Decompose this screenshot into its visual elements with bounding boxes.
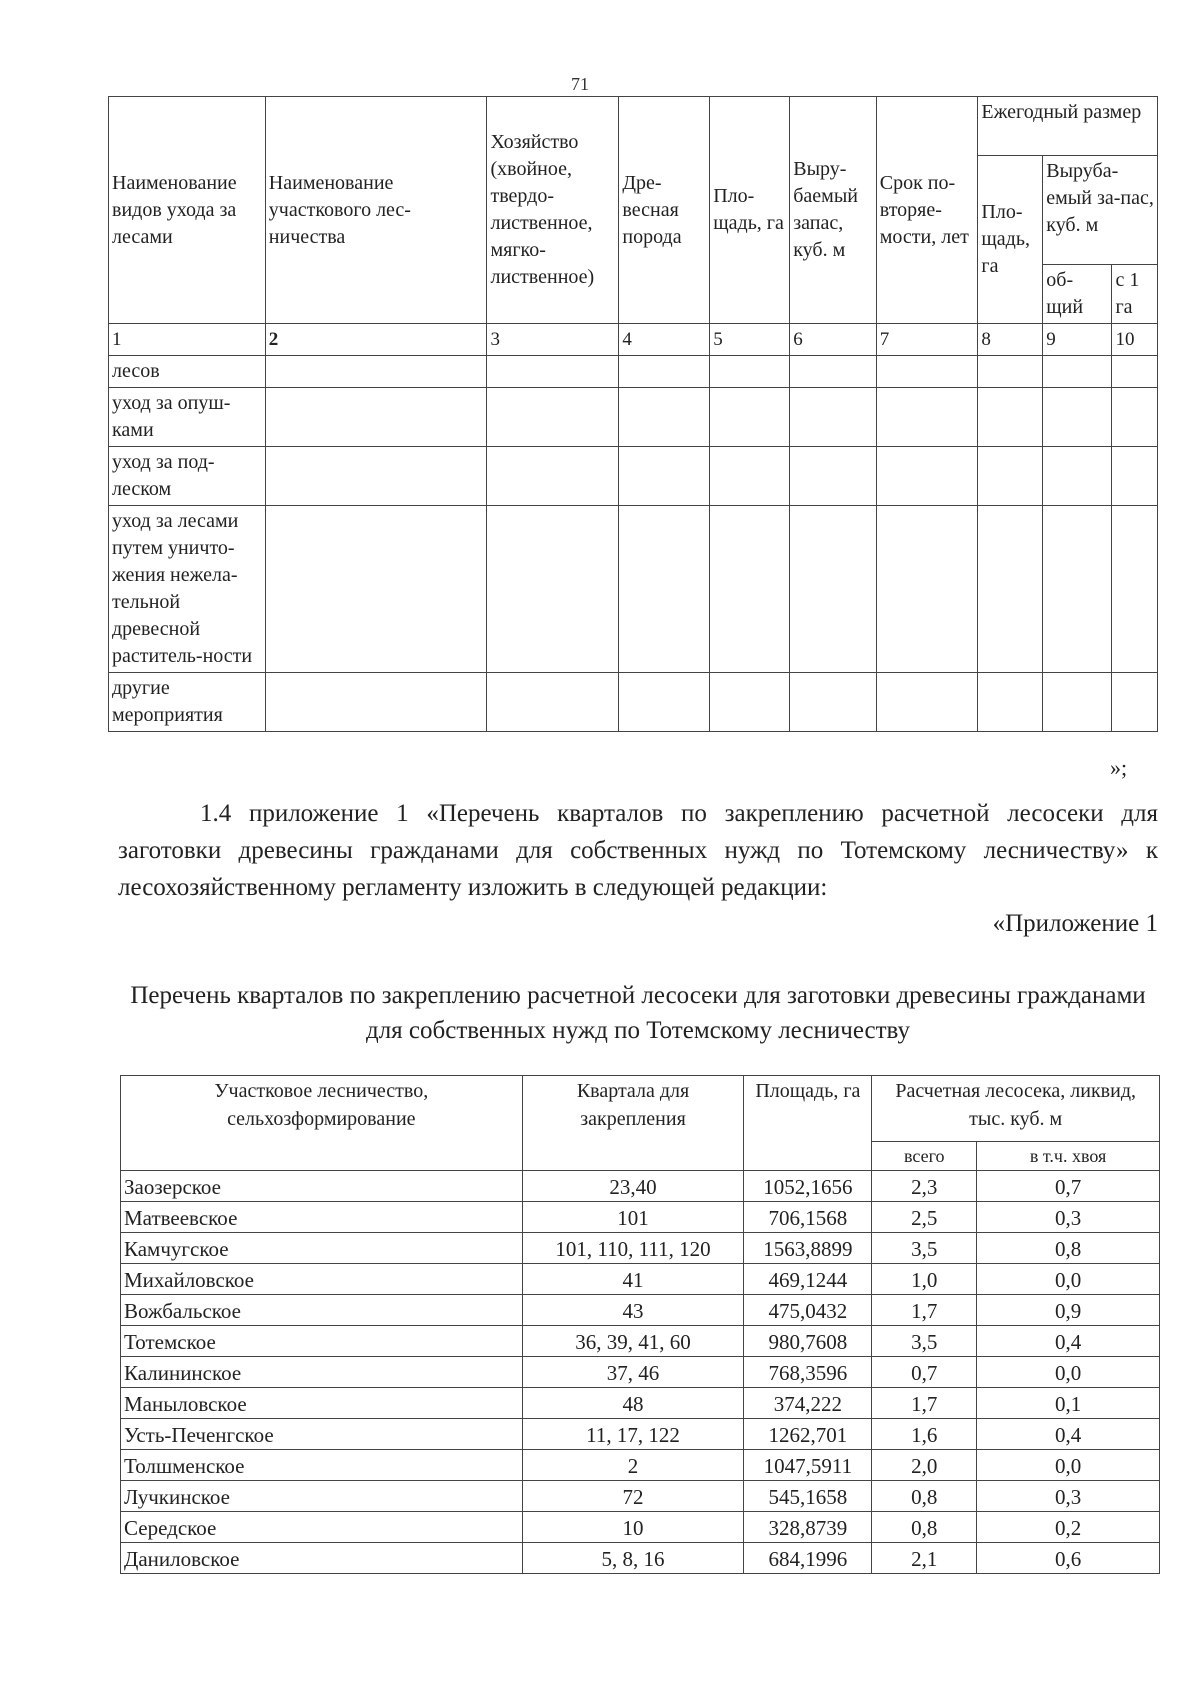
column-numbers-row [109,324,1158,356]
cell-total: 1,7 [872,1295,977,1326]
cell-area: 1052,1656 [744,1171,872,1202]
table-row [109,673,1158,732]
cell-area: 469,1244 [744,1264,872,1295]
cell-conifer: 0,0 [977,1450,1160,1481]
row-label: уход за под-леском [109,447,266,506]
cell-total: 2,0 [872,1450,977,1481]
table-row [121,1543,1160,1574]
appendix-label: «Приложение 1 [992,910,1158,937]
cell-total: 3,5 [872,1233,977,1264]
cell-quarters: 101, 110, 111, 120 [522,1233,744,1264]
header-total: всего [872,1142,977,1171]
cell-area: 1563,8899 [744,1233,872,1264]
cell-total: 2,3 [872,1171,977,1202]
cell-conifer: 0,0 [977,1357,1160,1388]
header-species: Дре-весная порода [619,97,710,324]
table-row [121,1357,1160,1388]
col-number: 8 [978,324,1043,356]
col-number: 1 [109,324,266,356]
table-row [121,1481,1160,1512]
table-row [121,1419,1160,1450]
cell-district: Середское [121,1512,523,1543]
cell-quarters: 36, 39, 41, 60 [522,1326,744,1357]
row-label: уход за лесами путем уничто-жения нежела-тельной древесной раститель-ности [109,506,266,673]
care-table [108,96,1158,732]
quarters-header-row [121,1076,1160,1142]
cell-quarters: 11, 17, 122 [522,1419,744,1450]
page-number: 71 [571,74,589,94]
table-row [121,1450,1160,1481]
table-row [109,447,1158,506]
cell-conifer: 0,0 [977,1264,1160,1295]
cell-area: 545,1658 [744,1481,872,1512]
header-annual-stock: Выруба-емый за-пас, куб. м [1043,156,1158,265]
col-number: 3 [487,324,619,356]
row-label: лесов [109,356,266,388]
cell-area: 475,0432 [744,1295,872,1326]
cell-district: Вожбальское [121,1295,523,1326]
cell-district: Заозерское [121,1171,523,1202]
table-row [109,506,1158,673]
table-row [121,1295,1160,1326]
cell-conifer: 0,4 [977,1326,1160,1357]
cell-conifer: 0,8 [977,1233,1160,1264]
cell-quarters: 10 [522,1512,744,1543]
cell-district: Михайловское [121,1264,523,1295]
cell-total: 0,8 [872,1481,977,1512]
header-quarters: Квартала для закрепления [522,1076,744,1171]
cell-district: Даниловское [121,1543,523,1574]
cell-quarters: 43 [522,1295,744,1326]
header-annual: Ежегодный размер [978,97,1158,156]
header-harvest-stock: Выру-баемый запас, куб. м [790,97,877,324]
cell-quarters: 5, 8, 16 [522,1543,744,1574]
cell-total: 2,5 [872,1202,977,1233]
cell-district: Усть-Печенгское [121,1419,523,1450]
care-table-header-row [109,97,1158,156]
header-care-type: Наименование видов ухода за лесами [109,97,266,324]
col-number: 4 [619,324,710,356]
table-row [121,1264,1160,1295]
cell-quarters: 23,40 [522,1171,744,1202]
cell-total: 0,8 [872,1512,977,1543]
cell-conifer: 0,6 [977,1543,1160,1574]
cell-conifer: 0,7 [977,1171,1160,1202]
col-number: 5 [710,324,790,356]
paragraph-1-4: 1.4 приложение 1 «Перечень кварталов по закреплению расчетной лесосеки для заготовки древесины гражданами для собственных нужд по Тотемскому лесничеству» к лесохозяйственному регламенту изложить в следующей редакции: [118,800,1158,901]
list-title: Перечень кварталов по закреплению расчетной лесосеки для заготовки древесины гражданами для собственных нужд по Тотемскому лесничеству [130,982,1146,1044]
cell-conifer: 0,3 [977,1202,1160,1233]
cell-area: 1262,701 [744,1419,872,1450]
cell-area: 374,222 [744,1388,872,1419]
header-area: Площадь, га [744,1076,872,1171]
cell-district: Тотемское [121,1326,523,1357]
cell-area: 980,7608 [744,1326,872,1357]
table-row [121,1388,1160,1419]
cell-conifer: 0,3 [977,1481,1160,1512]
header-farm-type: Хозяйство (хвойное, твердо-лиственное, мягко-лиственное) [487,97,619,324]
cell-district: Лучкинское [121,1481,523,1512]
cell-area: 1047,5911 [744,1450,872,1481]
table-row [121,1202,1160,1233]
cell-area: 684,1996 [744,1543,872,1574]
header-per-ha: с 1 га [1112,265,1158,324]
header-annual-area: Пло-щадь, га [978,156,1043,324]
col-number: 2 [265,324,487,356]
table-row [121,1512,1160,1543]
header-total: об-щий [1043,265,1112,324]
header-repeat-period: Срок по-вторяе-мости, лет [876,97,978,324]
cell-quarters: 2 [522,1450,744,1481]
cell-conifer: 0,4 [977,1419,1160,1450]
cell-conifer: 0,9 [977,1295,1160,1326]
cell-quarters: 72 [522,1481,744,1512]
cell-district: Калининское [121,1357,523,1388]
col-number: 9 [1043,324,1112,356]
cell-quarters: 48 [522,1388,744,1419]
table-row [121,1171,1160,1202]
cell-area: 328,8739 [744,1512,872,1543]
header-district: Участковое лесничество, сельхозформирование [121,1076,523,1171]
row-label: уход за опуш-ками [109,388,266,447]
col-number: 7 [876,324,978,356]
header-cutting: Расчетная лесосека, ликвид, тыс. куб. м [872,1076,1160,1142]
cell-district: Толшменское [121,1450,523,1481]
cell-quarters: 101 [522,1202,744,1233]
header-area: Пло-щадь, га [710,97,790,324]
cell-total: 1,6 [872,1419,977,1450]
cell-total: 3,5 [872,1326,977,1357]
table-row [109,388,1158,447]
header-conifer: в т.ч. хвоя [977,1142,1160,1171]
cell-area: 768,3596 [744,1357,872,1388]
cell-quarters: 37, 46 [522,1357,744,1388]
cell-district: Камчугское [121,1233,523,1264]
row-label: другие мероприятия [109,673,266,732]
table-row [109,356,1158,388]
cell-total: 2,1 [872,1543,977,1574]
cell-conifer: 0,2 [977,1512,1160,1543]
table-row [121,1233,1160,1264]
cell-total: 1,7 [872,1388,977,1419]
header-district: Наименование участкового лес-ничества [265,97,487,324]
table-row [121,1326,1160,1357]
col-number: 6 [790,324,877,356]
quarters-table [120,1075,1160,1574]
cell-total: 1,0 [872,1264,977,1295]
cell-area: 706,1568 [744,1202,872,1233]
cell-district: Матвеевское [121,1202,523,1233]
cell-conifer: 0,1 [977,1388,1160,1419]
quote-end: »; [1110,755,1128,780]
cell-quarters: 41 [522,1264,744,1295]
cell-district: Маныловское [121,1388,523,1419]
cell-total: 0,7 [872,1357,977,1388]
col-number: 10 [1112,324,1158,356]
